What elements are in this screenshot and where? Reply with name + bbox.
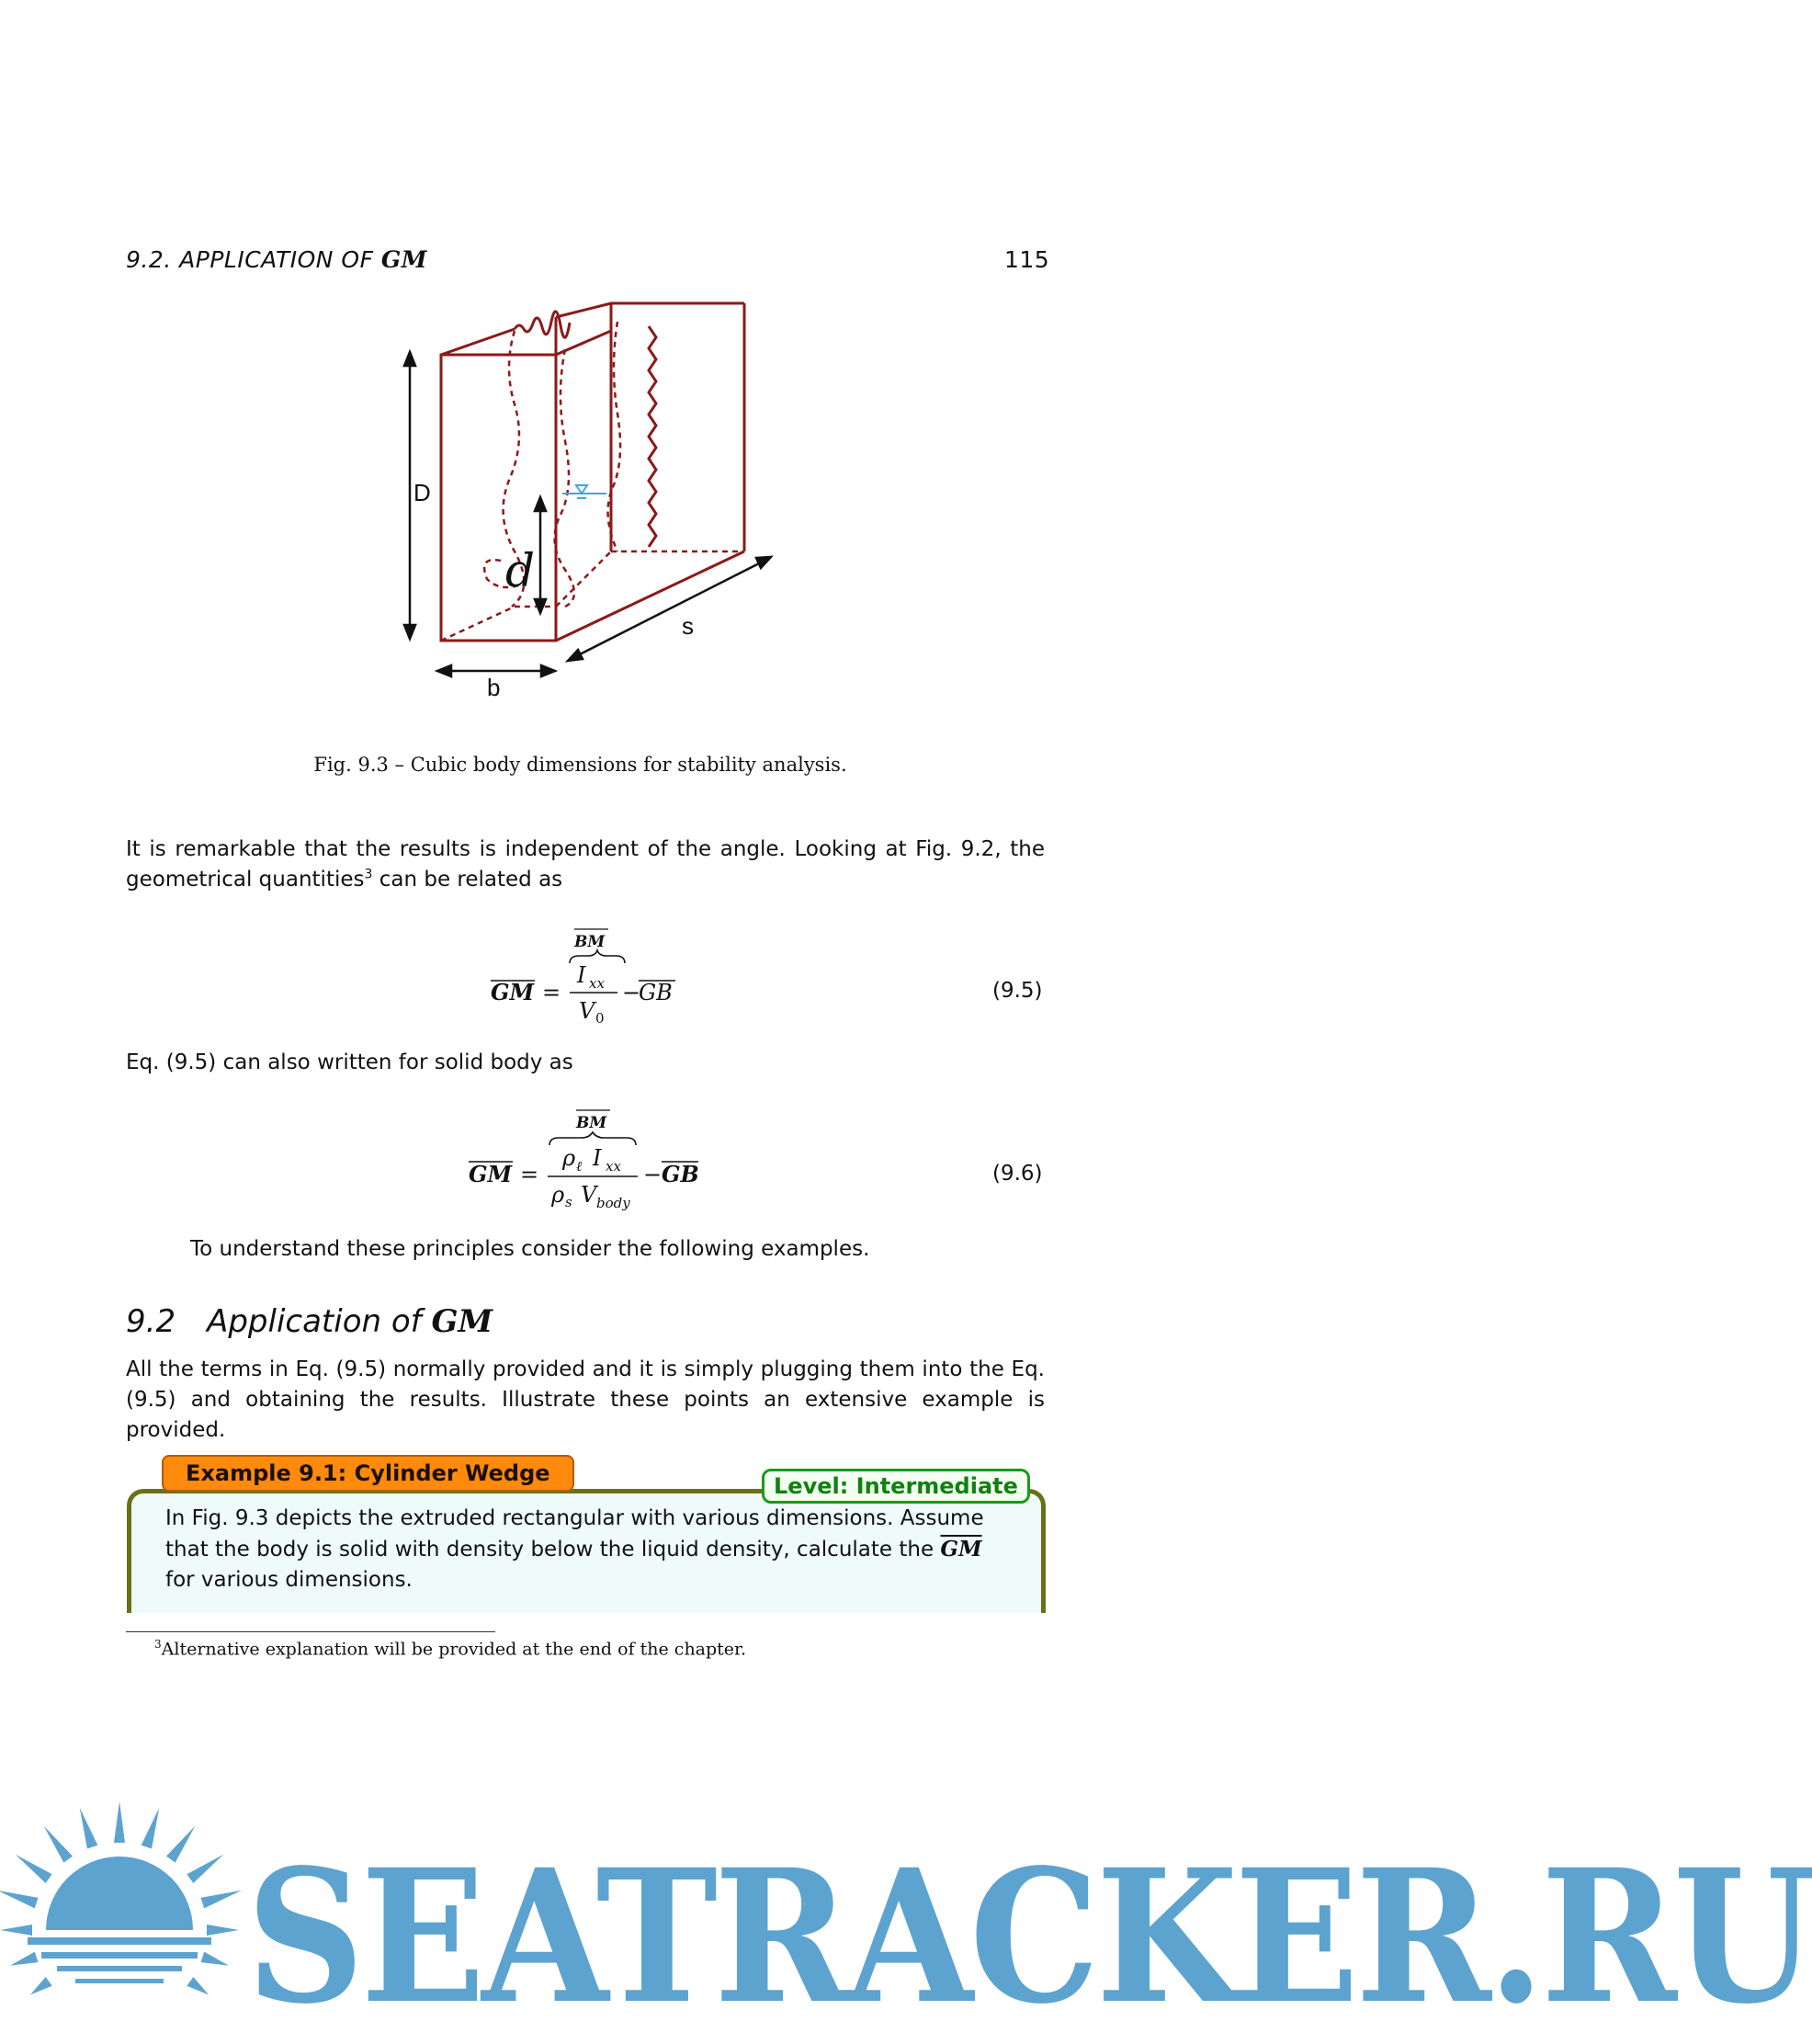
svg-text:ρ: ρ	[551, 1182, 565, 1208]
equation-9-5	[478, 924, 673, 1034]
paragraph-2: Eq. (9.5) can also written for solid body as	[126, 1050, 573, 1074]
wavy-right-cut	[649, 326, 656, 547]
svg-text:0: 0	[595, 1010, 605, 1027]
svg-text:ρ: ρ	[562, 1145, 576, 1171]
footnote-ref[interactable]: 3	[364, 867, 373, 882]
svg-text:xx: xx	[589, 975, 605, 992]
label-s: s	[682, 612, 694, 640]
equation-number-9-6: (9.6)	[992, 1162, 1043, 1186]
dimension-s-line	[574, 561, 764, 657]
svg-text:ℓ: ℓ	[576, 1158, 583, 1175]
gm-symbol: GM	[431, 1303, 493, 1340]
top-left-edge	[441, 329, 515, 355]
label-b: b	[487, 674, 501, 701]
svg-text:=: =	[520, 1162, 539, 1187]
svg-text:V: V	[581, 1182, 597, 1208]
level-badge: Level: Intermediate	[762, 1469, 1030, 1504]
svg-text:=: =	[542, 980, 561, 1005]
equation-9-6	[459, 1103, 708, 1222]
eq96-brace-label: BM	[576, 1114, 607, 1132]
gm-symbol: GM	[380, 246, 427, 273]
example-body: In Fig. 9.3 depicts the extruded rectangular with various dimensions. Assume that the body is solid with density below the liquid density, calculate the $\overline{GM}$ for various dimensions.	[165, 1506, 984, 1592]
svg-text:I: I	[577, 962, 586, 988]
gm-symbol: $\overline{GM}$	[940, 1537, 982, 1561]
paragraph-3: To understand these principles consider the following examples.	[190, 1237, 870, 1261]
sun-logo-icon	[0, 1783, 239, 2022]
running-head-section: 9.2. APPLICATION OF GM	[126, 246, 427, 273]
svg-text:GB: GB	[662, 1161, 699, 1187]
water-level-icon	[562, 485, 606, 498]
section-heading: 9.2 Application of GM	[126, 1303, 493, 1340]
label-D: D	[413, 479, 431, 506]
paragraph-4: All the terms in Eq. (9.5) normally provided and it is simply plugging them into the Eq. (9.5) and obtaining the results. Illustrate these points an extensive example is provided.	[126, 1357, 1045, 1442]
page-number: 115	[1004, 246, 1050, 273]
footnote: $^3$Alternative explanation will be provided at the end of the chapter.	[154, 1638, 747, 1660]
figure-caption: Fig. 9.3 – Cubic body dimensions for stability analysis.	[313, 754, 847, 776]
svg-text:s: s	[565, 1194, 572, 1210]
top-back-edge	[556, 303, 744, 317]
front-face	[441, 355, 556, 641]
footnote-rule	[126, 1631, 495, 1632]
svg-text:−: −	[643, 1162, 663, 1187]
paragraph-1: It is remarkable that the results is independent of the angle. Looking at Fig. 9.2, the geometrical quantities$^3$ can be related as	[126, 837, 1045, 891]
label-d: d	[505, 544, 536, 597]
svg-text:xx: xx	[606, 1158, 621, 1175]
example-label: Example 9.1: Cylinder Wedge	[162, 1455, 574, 1492]
eq95-lhs: GM	[491, 979, 535, 1005]
eq95-brace-label: BM	[574, 933, 606, 951]
svg-text:I: I	[593, 1145, 602, 1171]
eq96-lhs: GM	[469, 1161, 513, 1187]
svg-text:GB: GB	[639, 980, 673, 1005]
equation-number-9-5: (9.5)	[992, 979, 1043, 1003]
svg-text:body: body	[596, 1195, 630, 1211]
watermark-text: SEATRACKER.RU	[246, 1829, 1812, 2044]
figure-cubic-body	[386, 290, 790, 703]
bottom-right-edge	[556, 551, 744, 641]
svg-text:−: −	[622, 980, 641, 1005]
svg-text:V: V	[579, 998, 595, 1024]
